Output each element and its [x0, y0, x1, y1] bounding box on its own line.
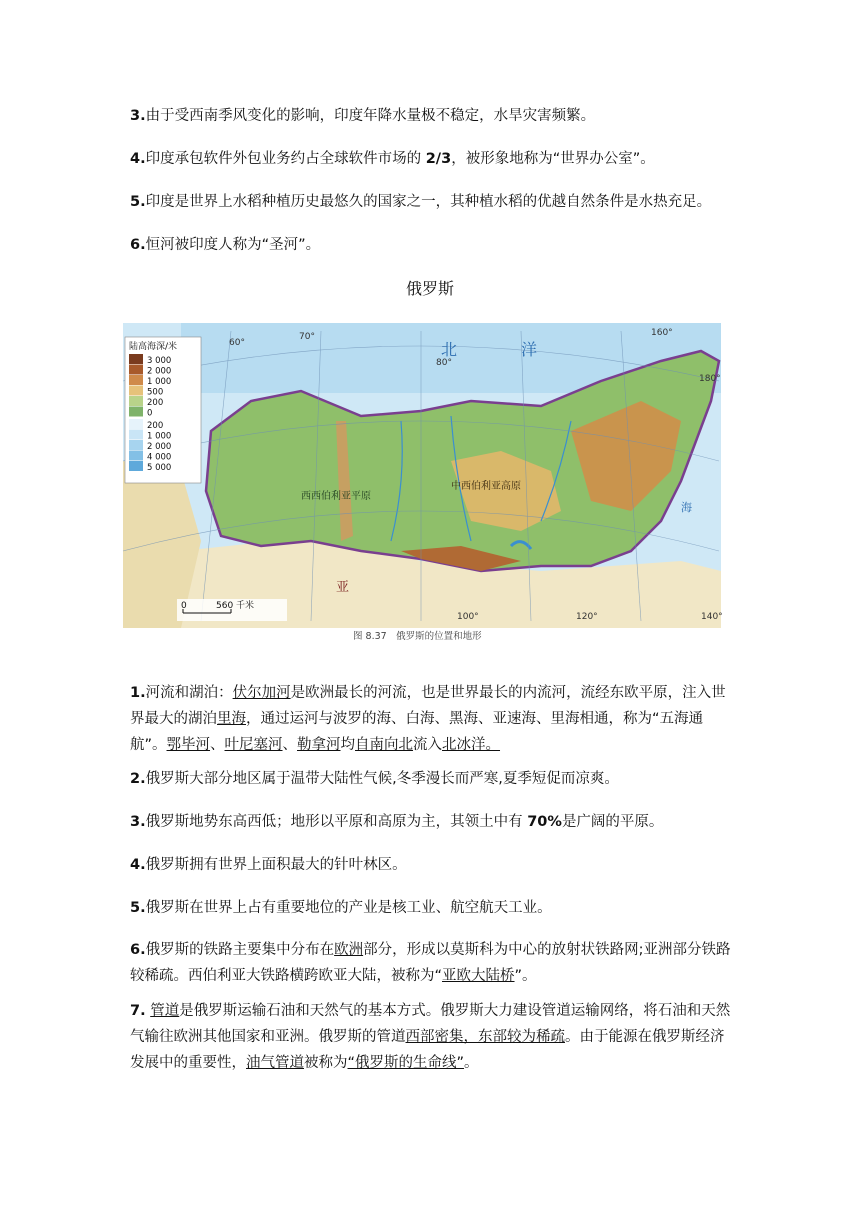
russia-point-1: [130, 680, 738, 758]
legend-label: 200: [147, 421, 164, 431]
legend-label: 200: [147, 398, 164, 408]
india-point-4: [130, 146, 738, 172]
ocean-label-ocean: 洋: [521, 340, 538, 359]
longitude-label: 60°: [229, 338, 245, 348]
longitude-label: 120°: [576, 612, 598, 622]
india-point-6: [130, 232, 738, 258]
legend-label: 4 000: [147, 452, 172, 463]
point-text: 均: [340, 737, 356, 753]
point-text: 俄罗斯在世界上占有重要地位的产业是核工业、航空航天工业。: [145, 900, 552, 916]
point-text: 由于受西南季风变化的影响，印度年降水量极不稳定，水旱灾害频繁。: [145, 108, 596, 124]
point-text: 流入: [413, 737, 443, 753]
longitude-label: 100°: [457, 612, 479, 622]
legend-swatch: [129, 430, 143, 440]
scale-zero: 0: [181, 601, 187, 611]
point-text: 、: [210, 737, 225, 753]
longitude-label: 160°: [651, 328, 673, 338]
legend-label: 3 000: [147, 356, 172, 366]
asia-label: 亚: [336, 580, 350, 595]
legend-label: 500: [147, 387, 164, 398]
west-siberian-plain-label: 西西伯利亚平原: [301, 491, 371, 502]
sea-label: 海: [681, 501, 692, 514]
legend-label: 1 000: [147, 431, 172, 442]
point-number: 4.: [130, 151, 146, 167]
underlined-term: 勒拿河: [297, 737, 341, 753]
longitude-label: 180°: [699, 374, 721, 384]
point-text: ，被形象地称为“世界办公室”。: [451, 151, 655, 167]
russia-terrain-map: [121, 321, 731, 651]
underlined-term: 油气管道: [246, 1055, 304, 1071]
legend-label: 2 000: [147, 442, 172, 452]
point-text: 印度是世界上水稻种植历史最悠久的国家之一，其种植水稻的优越自然条件是水热充足。: [145, 194, 712, 210]
point-text: 俄罗斯大部分地区属于温带大陆性气候,冬季漫长而严寒,夏季短促而凉爽。: [145, 771, 619, 787]
point-number: 4.: [130, 857, 146, 873]
point-number: 6.: [130, 237, 146, 253]
point-text: 河流和湖泊：: [145, 685, 233, 701]
legend-swatch: [129, 440, 143, 450]
legend-title: 陆高海深/米: [129, 342, 178, 352]
russia-point-5: [130, 895, 738, 921]
legend-swatch: [129, 365, 143, 375]
section-title: 俄罗斯: [405, 279, 454, 298]
underlined-term: 亚欧大陆桥: [442, 968, 515, 984]
ocean-label-north: 北: [441, 340, 458, 359]
longitude-label: 140°: [701, 612, 723, 622]
russia-point-2: [130, 766, 738, 792]
legend-swatch: [129, 386, 143, 396]
elevation-legend: [125, 337, 201, 483]
point-text: 被称为: [304, 1055, 348, 1071]
point-text: 是欧洲最长的河流，也是世界最长的内流河，流经东欧平原，注入世界最大的湖泊: [130, 685, 726, 727]
underlined-term: “俄罗斯的生命线”: [347, 1055, 465, 1071]
legend-label: 5 000: [147, 463, 172, 473]
underlined-term: 北冰洋。: [442, 737, 501, 753]
india-point-3: [130, 103, 738, 129]
russia-point-3: [130, 809, 738, 835]
underlined-term: 鄂毕河: [166, 737, 211, 753]
scale-bar: [177, 599, 287, 621]
legend-swatch: [129, 461, 143, 471]
point-text: 俄罗斯拥有世界上面积最大的针叶林区。: [145, 857, 407, 873]
point-number: 7.: [130, 1003, 146, 1019]
scale-text: 560 千米: [216, 601, 255, 611]
point-number: 2.: [130, 771, 146, 787]
point-text: 部分，形成以莫斯科为中心的放射状铁路网;亚洲部分铁路较稀疏。西伯利亚大铁路横跨欧亚大陆，被称为“: [130, 942, 731, 984]
point-bold-text: 70%: [527, 814, 562, 830]
point-text: 俄罗斯的铁路主要集中分布在: [145, 942, 335, 958]
legend-swatch: [129, 354, 143, 364]
longitude-label: 80°: [436, 358, 452, 368]
underlined-term: 西部密集，东部较为稀疏: [405, 1029, 565, 1045]
point-text: ”。: [514, 968, 537, 984]
legend-label: 2 000: [147, 366, 172, 377]
russia-point-6: [130, 937, 738, 989]
point-number: 5.: [130, 194, 146, 210]
point-text: 俄罗斯地势东高西低；地形以平原和高原为主，其领土中有: [145, 814, 528, 830]
longitude-label: 70°: [299, 332, 315, 342]
legend-swatch: [129, 396, 143, 406]
india-point-5: [130, 189, 738, 215]
point-number: 5.: [130, 900, 146, 916]
point-text: 是广阔的平原。: [561, 814, 664, 830]
point-text: 是俄罗斯运输石油和天然气的基本方式。俄罗斯大力建设管道运输网络，将石油和天然气输往欧洲其他国家和亚洲。俄罗斯的管道: [130, 1003, 731, 1045]
legend-swatch: [129, 375, 143, 385]
map-caption: 图 8.37 俄罗斯的位置和地形: [353, 631, 482, 642]
legend-swatch: [129, 407, 143, 417]
point-text: 印度承包软件外包业务约占全球软件市场的: [145, 151, 426, 167]
point-text: ，通过运河与波罗的海、白海、黑海、亚速海、里海相通，称为“五海通航”。: [130, 711, 704, 753]
point-number: 6.: [130, 942, 146, 958]
point-text: 、: [282, 737, 298, 753]
point-number: 3.: [130, 814, 146, 830]
russia-point-7: [130, 998, 738, 1076]
underlined-term: 里海: [217, 711, 246, 727]
point-number: 1.: [130, 685, 146, 701]
legend-swatch: [129, 451, 143, 461]
russia-point-4: [130, 852, 738, 878]
underlined-term: 叶尼塞河: [224, 737, 283, 753]
point-number: 3.: [130, 108, 146, 124]
point-text: 。由于能源在俄罗斯经济发展中的重要性，: [130, 1029, 725, 1071]
underlined-term: 管道: [150, 1003, 180, 1019]
central-siberian-plateau-label: 中西伯利亚高原: [451, 481, 521, 492]
legend-label: 1 000: [147, 377, 172, 387]
point-text: 。: [464, 1055, 479, 1071]
legend-swatch: [129, 419, 143, 429]
point-bold-text: 2/3: [425, 151, 452, 167]
underlined-term: 欧洲: [334, 942, 364, 958]
underlined-term: 自南向北: [355, 737, 414, 753]
underlined-term: 伏尔加河: [232, 685, 291, 701]
point-text: 恒河被印度人称为“圣河”。: [145, 237, 321, 253]
legend-label: 0: [147, 408, 153, 419]
